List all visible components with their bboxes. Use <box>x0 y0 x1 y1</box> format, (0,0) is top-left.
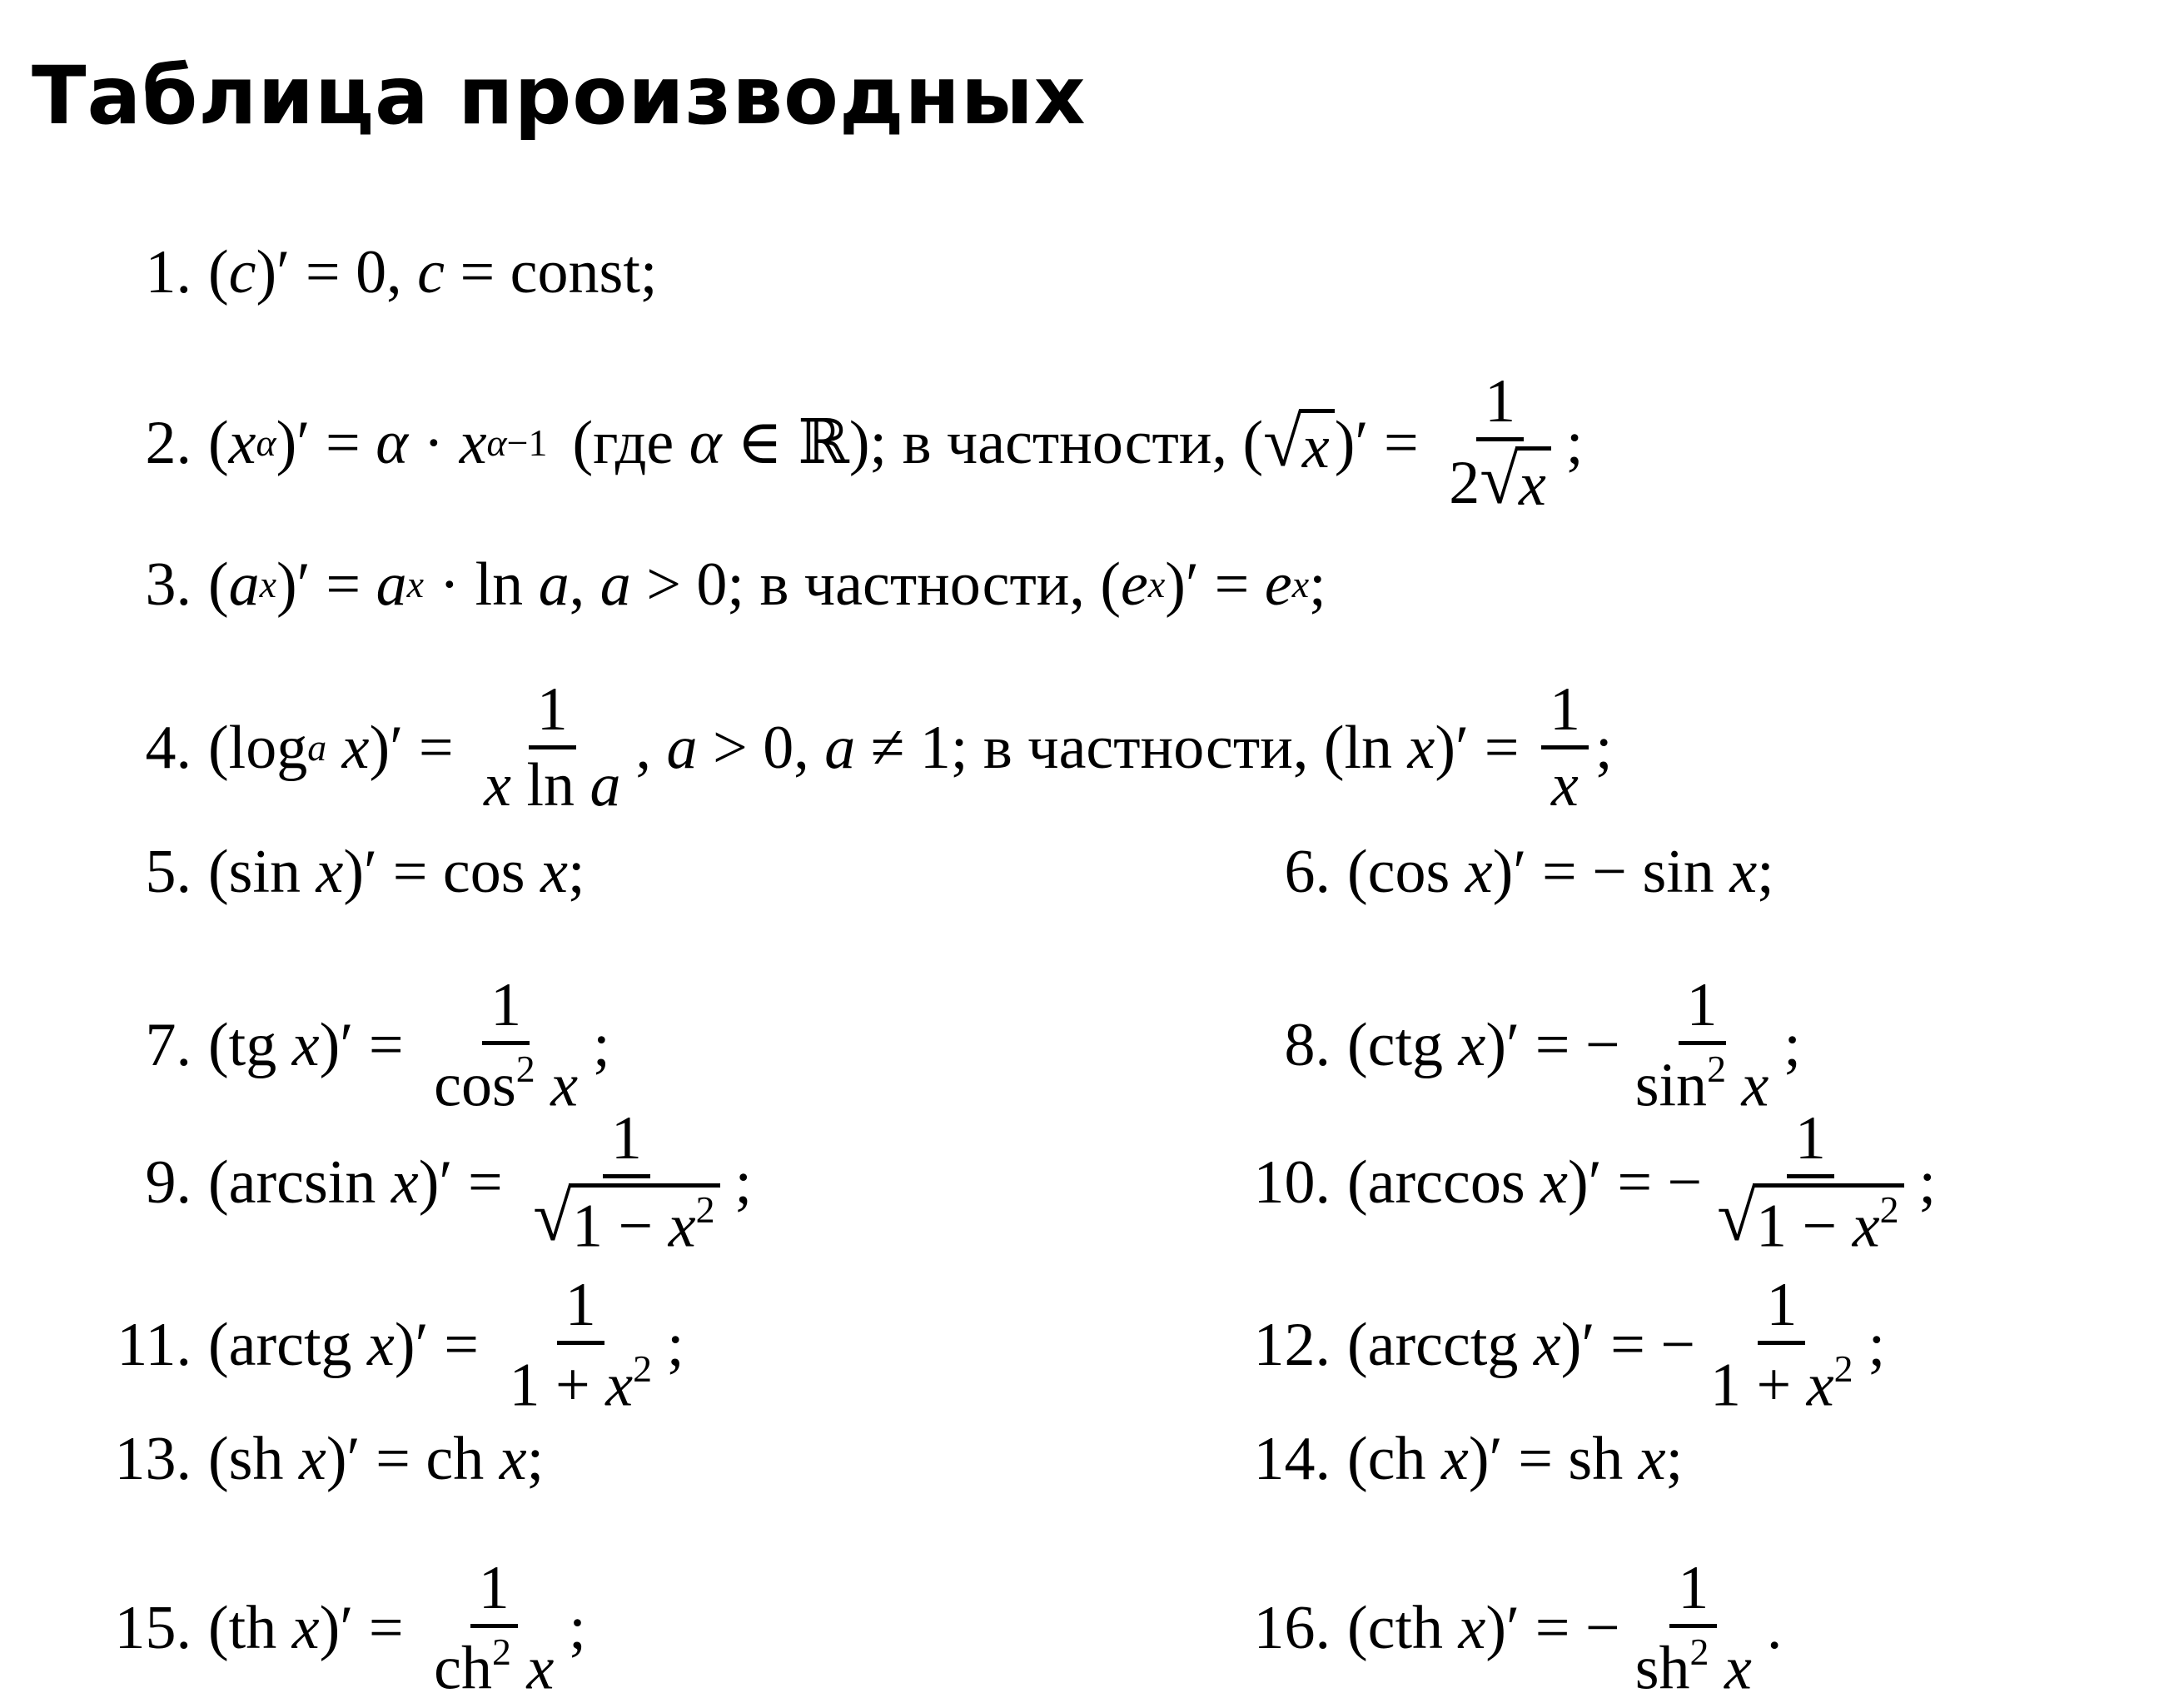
formula-row <box>0 838 585 906</box>
formula-row <box>0 238 658 306</box>
formula-number: 15. <box>114 1594 192 1663</box>
formula-expression: (log a x )′ = $\frac{1}{\text{x ln a}}$ , a > 0, a ≠ 1; в частности, (ln x )′ = $\frac{1}{x}$ ; <box>208 675 1613 819</box>
formula-row <box>1216 838 1774 906</box>
formula-row <box>1216 1271 1886 1420</box>
formula-number: 13. <box>114 1425 192 1493</box>
formula-row <box>0 1554 586 1703</box>
formula-number: 12. <box>1253 1311 1331 1380</box>
formula-expression: (sin x )′ = cos x ; <box>208 838 585 906</box>
formula-row <box>1216 1425 1684 1493</box>
formula-number: 14. <box>1253 1425 1331 1493</box>
formula-row <box>1216 1554 1783 1703</box>
formula-row <box>0 367 1584 519</box>
formula-number: 1. <box>145 238 192 306</box>
formula-number: 4. <box>145 713 192 782</box>
formula-row <box>1216 971 1801 1120</box>
formula-expression: (arcctg x )′ = − $\frac{1}{1 + x^2}$ ; <box>1347 1271 1886 1420</box>
formula-expression: (ch x )′ = sh x ; <box>1347 1425 1684 1493</box>
formula-expression: (tg x )′ = $\frac{1}{\cos^2 x}$ ; <box>208 971 610 1120</box>
formula-expression: (sh x )′ = ch x ; <box>208 1425 545 1493</box>
formula-number: 7. <box>145 1011 192 1080</box>
page-title: Таблица производных <box>32 49 1087 142</box>
formula-row <box>0 1271 684 1420</box>
formula-number: 5. <box>145 838 192 906</box>
formula-row <box>0 1425 545 1493</box>
formula-row <box>0 971 610 1120</box>
formula-expression: ( a x )′ = a x · ln a , a > 0; в частности, ( e x )′ = e x ; <box>208 550 1326 619</box>
formula-number: 2. <box>145 409 192 477</box>
formula-expression: (arctg x )′ = $\frac{1}{1 + x^2}$ ; <box>208 1271 684 1420</box>
formula-row <box>0 675 1613 819</box>
formula-number: 10. <box>1253 1148 1331 1217</box>
formula-expression: ( c )′ = 0, c = const; <box>208 238 658 306</box>
formula-number: 9. <box>145 1148 192 1217</box>
formula-expression: (cth x )′ = − $\frac{1}{sh^2 x}$ . <box>1347 1554 1783 1703</box>
formula-expression: (arcsin x )′ = 1 √ $1 - x^2$ ; <box>208 1104 753 1261</box>
formula-expression: (cos x )′ = − sin x ; <box>1347 838 1774 906</box>
formula-row <box>0 1104 753 1261</box>
formula-expression: ( x α )′ = α · x α−1 (где α ∈ ℝ); в частности, ( √ x )′ = 1 2 √ x ; <box>208 367 1584 519</box>
formula-expression: (arccos x )′ = − 1 √ $1 - x^2$ ; <box>1347 1104 1937 1261</box>
formula-number: 6. <box>1284 838 1331 906</box>
formula-number: 3. <box>145 550 192 619</box>
formula-row <box>1216 1104 1937 1261</box>
formula-number: 8. <box>1284 1011 1331 1080</box>
formula-expression: (th x )′ = $\frac{1}{ch^2 x}$ ; <box>208 1554 586 1703</box>
formula-number: 16. <box>1253 1594 1331 1663</box>
formula-row <box>0 550 1326 619</box>
formula-number: 11. <box>117 1311 192 1380</box>
formula-expression: (ctg x )′ = − $\frac{1}{\sin^2 x}$ ; <box>1347 971 1801 1120</box>
